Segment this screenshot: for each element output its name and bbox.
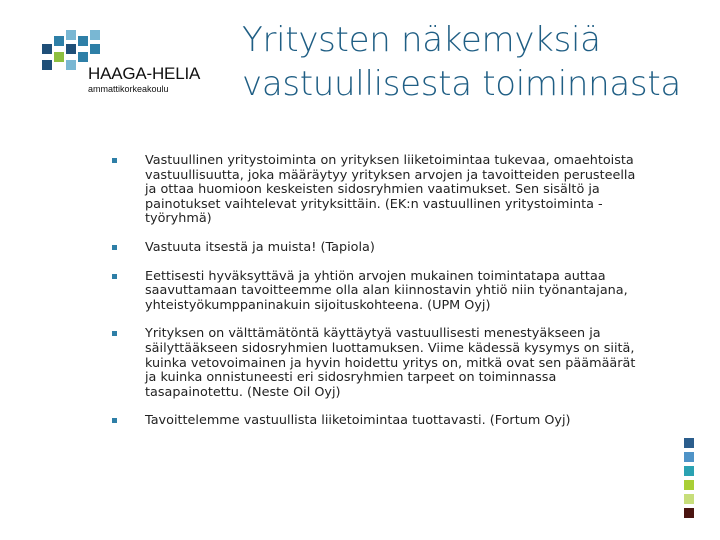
bullet-square-icon (112, 245, 117, 250)
bullet-square-icon (112, 331, 117, 336)
bullet-item (112, 327, 642, 400)
color-strip (684, 438, 694, 522)
bullet-item (112, 154, 642, 227)
logo-wordmark: HAAGA-HELIA (88, 64, 201, 83)
bullet-text: Eettisesti hyväksyttävä ja yhtiön arvojen mukainen toimintatapa auttaa saavuttamaan tavoitteemme olla alan kiinnostavin yhtiö niin työnantajana, yhteistyökumppaninakuin sijoituskohteena. (UPM Oyj) (145, 268, 628, 313)
strip-block (684, 452, 694, 462)
title-line-2: vastuullisesta toiminnasta (242, 64, 681, 104)
bullet-square-icon (112, 274, 117, 279)
logo-subtitle: ammattikorkeakoulu (88, 84, 169, 94)
bullet-item (112, 414, 642, 429)
bullet-square-icon (112, 158, 117, 163)
title-line-1: Yritysten näkemyksiä (242, 20, 601, 60)
bullet-text: Vastuullinen yritystoiminta on yrityksen liiketoimintaa tukevaa, omaehtoista vastuullisuutta, joka määräytyy yrityksen arvojen ja tavoitteiden perusteella ja ottaa huomioon keskeisten sidosryhmien vaatimukset. Sen sisältö ja painotukset vaihtelevat yrityksittäin. (EK:n vastuullinen yritystoiminta -työryhmä) (145, 153, 636, 227)
bullet-item (112, 270, 642, 314)
bullet-text: Tavoittelemme vastuullista liiketoimintaa tuottavasti. (Fortum Oyj) (145, 413, 571, 429)
bullet-text: Vastuuta itsestä ja muista! (Tapiola) (145, 239, 375, 255)
strip-block (684, 494, 694, 504)
bullet-list (112, 154, 642, 443)
bullet-square-icon (112, 418, 117, 423)
strip-block (684, 438, 694, 448)
bullet-text: Yrityksen on välttämätöntä käyttäytyä vastuullisesti menestyäkseen ja säilyttääkseen sidosryhmien luottamuksen. Viime kädessä kysymys on siitä, kuinka vetovoimainen ja hyvin hoidettu yritys on, mitkä ovat sen päämäärät ja kuinka onnistuneesti eri sidosryhmien tarpeet on toiminnassa tasapainotettu. (Neste Oil Oyj) (145, 326, 636, 400)
bullet-item (112, 241, 642, 256)
strip-block (684, 466, 694, 476)
haaga-helia-logo (38, 30, 208, 100)
slide-title (242, 18, 702, 106)
strip-block (684, 508, 694, 518)
strip-block (684, 480, 694, 490)
